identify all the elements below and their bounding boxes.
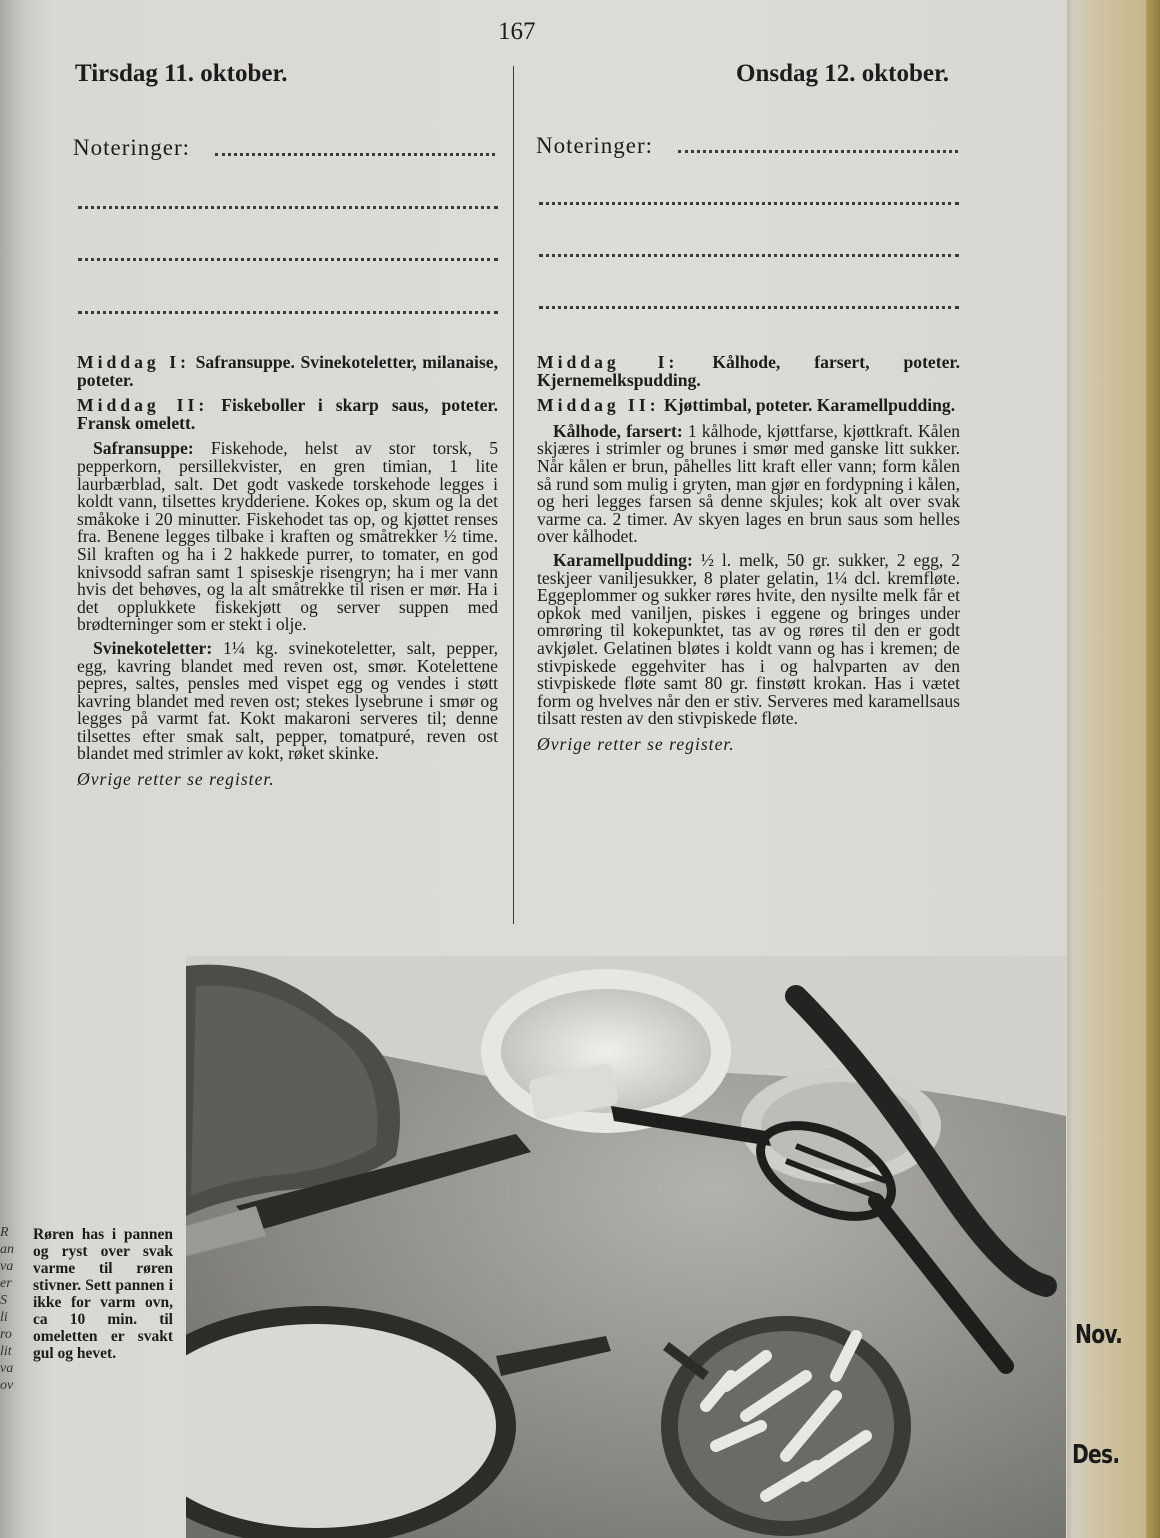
right-notes-line[interactable] xyxy=(678,150,958,153)
right-notes-label: Noteringer: xyxy=(536,133,654,158)
left-day-heading: Tirsdag 11. oktober. xyxy=(75,60,288,87)
right-menu-2: Middag II: Kjøttimbal, poteter. Karamellpudding. xyxy=(537,395,956,416)
right-notes-line[interactable] xyxy=(539,254,959,257)
right-register-note: Øvrige retter se register. xyxy=(537,733,735,754)
left-register-note: Øvrige retter se register. xyxy=(77,769,275,790)
previous-page-caption-fragment: R an va er S li ro lit va ov xyxy=(0,1225,14,1393)
recipe-kalhode-farsert: Kålhode, farsert: 1 kålhode, kjøttfarse, kjøttkraft. Kålen skjæres i strimler og brunes i smør med ganske litt sukker. Når kålen er brun, påhelles litt kraft eller vann; form kålen så rund som mulig i gryten, man gjør en fordypning i kålen, og heri legges farsen så denne skjules; kok alt over svak varme ca. 2 timer. Av skyen lages en brun saus som helles over kålhodet. xyxy=(537,420,961,547)
column-divider xyxy=(513,66,514,924)
tab-nov[interactable]: Nov. xyxy=(1075,1320,1123,1350)
left-column xyxy=(77,354,498,789)
photo-caption: Røren has i pannen og ryst over svak varme til røren stivner. Sett pannen i ikke for varm ovn, ca 10 min. til omeletten er svakt gul og hevet. xyxy=(33,1226,173,1362)
left-menu-2: Middag II: Fiskeboller i skarp saus, poteter. Fransk omelett. xyxy=(77,395,498,433)
tab-des[interactable]: Des. xyxy=(1072,1440,1120,1470)
kitchen-utensils-photo xyxy=(186,956,1066,1538)
left-notes-line[interactable] xyxy=(78,258,498,261)
right-day-heading: Onsdag 12. oktober. xyxy=(736,60,950,87)
recipe-svinekoteletter: Svinekoteletter: 1¼ kg. svinekoteletter, salt, pepper, egg, kavring blandet med reven ost, smør. Kotelettene pepres, saltes, pensles med vispet egg og vendes i støtt kavring blandet med reven ost; stekes lysebrune i smør og legges på varmt fat. Kokt makaroni serveres til; denne tilsettes efter smak salt, pepper, tomatpuré, reven ost blandet med strimler av kokt, røket skinke. xyxy=(77,637,498,764)
left-menu-1: Middag I: Safransuppe. Svinekoteletter, milanaise, poteter. xyxy=(77,352,498,390)
right-menu-1: Middag I: Kålhode, farsert, poteter. Kjernemelkspudding. xyxy=(537,352,960,390)
recipe-safransuppe: Safransuppe: Fiskehode, helst av stor torsk, 5 pepperkorn, persillekvister, en gren timian, 1 lite laurbærblad, salt. Det godt vaskede torskehode legges i koldt vann, tilsettes krydderiene. Kokes op, skum og la det småkoke i 20 minutter. Fiskehodet tas op, og kjøttet renses fra. Benene legges tilbake i kraften og småtrekker ½ time. Sil kraften og ha i 2 hakkede purrer, to tomater, en god knivsodd safran samt 1 spiseskje risengryn; ha i mer vann hvis det behøves, og la alt småtrekke til risen er mør. Ha i det opplukkete fiskekjøtt og server suppen med brødterninger som er stekt i olje. xyxy=(77,438,499,635)
right-notes-line[interactable] xyxy=(539,306,959,309)
left-notes-line[interactable] xyxy=(78,311,498,314)
page-number: 167 xyxy=(498,18,536,45)
right-column xyxy=(537,354,960,753)
left-notes-line[interactable] xyxy=(215,153,495,156)
photo-illustration xyxy=(186,956,1066,1538)
right-notes-line[interactable] xyxy=(539,202,959,205)
left-notes-label: Noteringer: xyxy=(73,135,191,160)
tab-strip xyxy=(1146,0,1160,1538)
recipe-karamellpudding: Karamellpudding: ½ l. melk, 50 gr. sukker, 2 egg, 2 teskjeer vaniljesukker, 8 plater gelatin, 1¼ dcl. kremfløte. Eggeplommer og sukker røres hvite, den nysilte melk får et opkok med vaniljen, piskes i eggene og bringes under omrøring til kokepunktet, tas av og røres til den er godt avkjølet. Gelatinen bløtes i koldt vann og has i kremen; de stivpiskede eggehviter has i og halvparten av den stivpiskede fløte samt 80 gr. finstøtt krokan. Has i vætet form og hvelves når den er stiv. Serveres med karamellsaus tilsatt resten av den stivpiskede fløte. xyxy=(537,549,961,729)
left-notes-line[interactable] xyxy=(78,206,498,209)
